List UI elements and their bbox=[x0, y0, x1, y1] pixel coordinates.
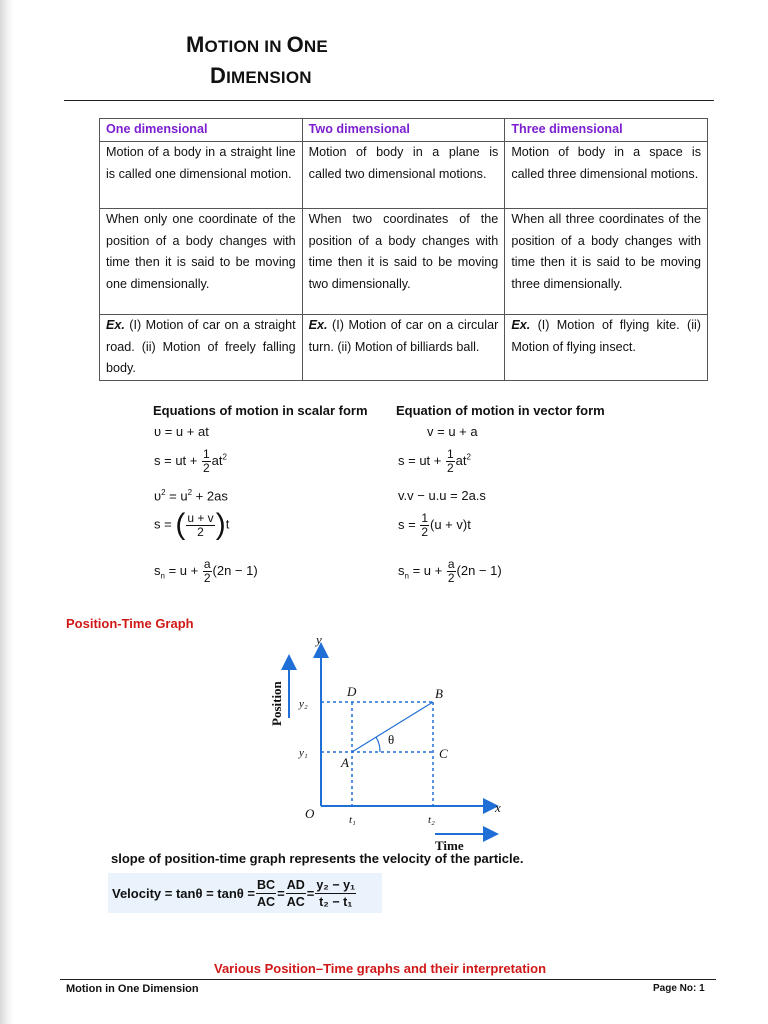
t1-label: t₁ bbox=[349, 814, 356, 826]
scalar-eq-velocity-squared: $\upsilon^2 = u^2 + 2as$ bbox=[154, 488, 228, 504]
footer-chapter-title: Motion in One Dimension bbox=[66, 983, 199, 995]
slope-statement: slope of position-time graph represents the velocity of the particle. bbox=[111, 851, 524, 866]
table-cell: Motion of body in a space is called three dimensional motions. bbox=[505, 142, 708, 209]
scalar-eq-nth-second: $s_n = u$ + $\frac{a}{2}$ (2n − 1) bbox=[154, 557, 258, 585]
time-axis-title: Time bbox=[435, 838, 464, 853]
table-cell: When two coordinates of the position of a body changes with time then it is said to be moving two dimensionally. bbox=[302, 209, 505, 315]
header-two-dimensional: Two dimensional bbox=[302, 119, 505, 142]
velocity-formula: Velocity = tanθ = tanθ = $\frac{BC}{AC}$ = $\frac{AD}{AC}$ = $\frac{\text{y₂ − y₁}}{\text{t₂ − t₁}}$ bbox=[108, 873, 382, 913]
point-c-label: C bbox=[439, 746, 448, 761]
table-cell: Motion of a body in a straight line is called one dimensional motion. bbox=[100, 142, 303, 209]
axis-label-x: x bbox=[495, 800, 501, 815]
table-header-row bbox=[100, 119, 708, 142]
table-cell: Motion of body in a plane is called two dimensional motions. bbox=[302, 142, 505, 209]
axis-label-y: y bbox=[316, 632, 322, 647]
angle-arc bbox=[376, 737, 380, 752]
y1-label: y₁ bbox=[299, 747, 308, 759]
vector-eq-velocity: v = u + a bbox=[427, 424, 478, 439]
table-row bbox=[100, 142, 708, 209]
vector-eq-average: s = $\frac{1}{2}$ (u + v)t bbox=[398, 511, 471, 539]
position-time-graph-heading: Position-Time Graph bbox=[66, 616, 194, 631]
y2-label: y₂ bbox=[299, 698, 308, 710]
vector-eq-dot-product: v.v − u.u = 2a.s bbox=[398, 488, 486, 503]
title-divider bbox=[64, 100, 714, 101]
table-cell: When all three coordinates of the position of a body changes with time then it is said to be moving three dimensionally. bbox=[505, 209, 708, 315]
origin-label: O bbox=[305, 806, 315, 821]
page-edge-shadow bbox=[0, 0, 14, 1024]
table-row bbox=[100, 315, 708, 381]
position-axis-title: Position bbox=[269, 681, 284, 726]
page-title-line-1: MOTION IN ONE bbox=[186, 32, 328, 57]
point-b-label: B bbox=[435, 686, 443, 701]
table-row bbox=[100, 209, 708, 315]
scalar-eq-velocity: υ = u + at bbox=[154, 424, 209, 439]
footer-page-number: Page No: 1 bbox=[653, 983, 705, 994]
table-cell: Ex. (I) Motion of car on a straight road. (ii) Motion of freely falling body. bbox=[100, 315, 303, 381]
angle-theta-label: θ bbox=[388, 732, 395, 747]
header-one-dimensional: One dimensional bbox=[100, 119, 303, 142]
t2-label: t₂ bbox=[428, 814, 435, 826]
table-cell: Ex. (I) Motion of car on a circular turn. (ii) Motion of billiards ball. bbox=[302, 315, 505, 381]
comparison-table bbox=[99, 118, 708, 381]
vector-eq-displacement: s = ut + $\frac{1}{2}$ $at^2$ bbox=[398, 447, 471, 475]
page-title-line-2: DIMENSION bbox=[210, 63, 312, 88]
header-three-dimensional: Three dimensional bbox=[505, 119, 708, 142]
scalar-equations-heading: Equations of motion in scalar form bbox=[153, 403, 368, 418]
footer-divider bbox=[60, 979, 716, 980]
position-time-graph bbox=[255, 630, 515, 855]
vector-equations-heading: Equation of motion in vector form bbox=[396, 403, 605, 418]
scalar-eq-average: s = ( $\frac{u + v}{2}$ )t bbox=[154, 508, 230, 541]
point-a-label: A bbox=[341, 755, 349, 770]
table-cell: Ex. (I) Motion of flying kite. (ii) Motion of flying insect. bbox=[505, 315, 708, 381]
vector-eq-nth-second: $s_n = u$ + $\frac{a}{2}$ (2n − 1) bbox=[398, 557, 502, 585]
point-d-label: D bbox=[347, 684, 357, 699]
scalar-eq-displacement: s = ut + $\frac{1}{2}$ $at^2$ bbox=[154, 447, 227, 475]
table-cell: When only one coordinate of the position of a body changes with time then it is said to be moving one dimensionally. bbox=[100, 209, 303, 315]
next-section-heading: Various Position–Time graphs and their interpretation bbox=[214, 961, 547, 976]
